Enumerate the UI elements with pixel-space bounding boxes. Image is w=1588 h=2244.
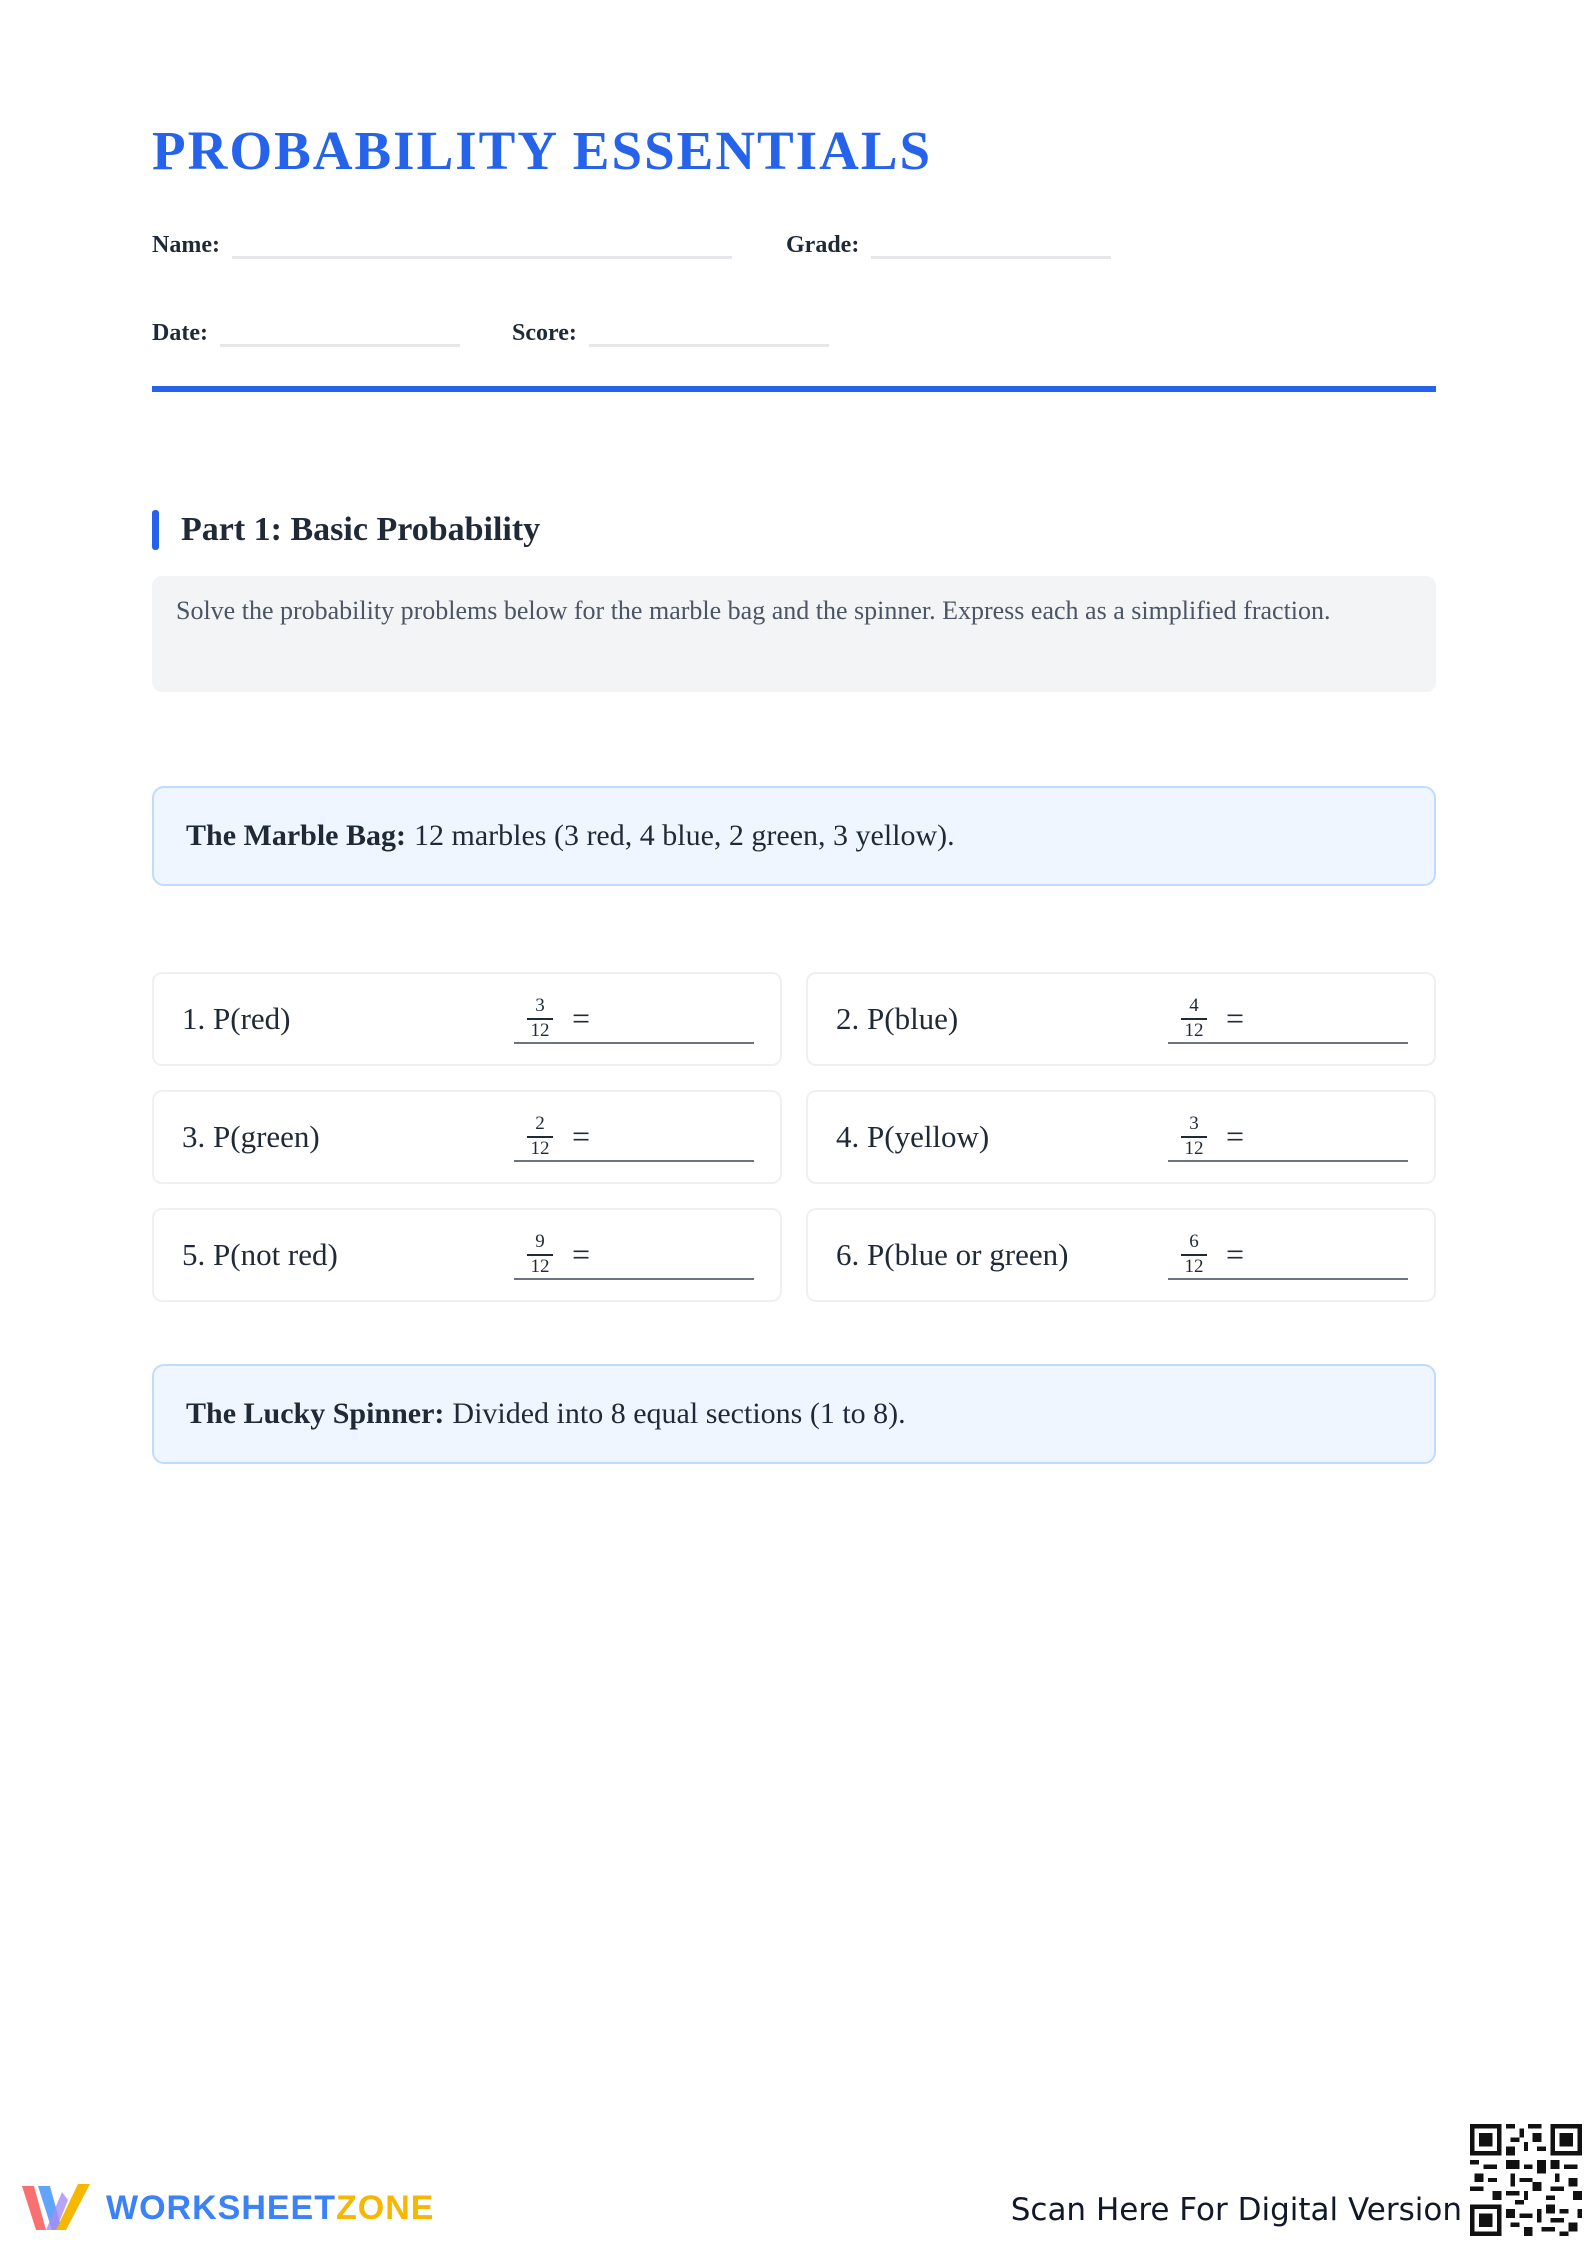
spinner-box [152, 1364, 1436, 1464]
score-line[interactable] [589, 316, 829, 347]
date-line[interactable] [220, 316, 460, 347]
page-title: PROBABILITY ESSENTIALS [152, 120, 933, 181]
equals-sign: = [1226, 1236, 1245, 1272]
problem-text: 3. P(green) [182, 1119, 320, 1154]
fraction [526, 1232, 554, 1277]
spinner-label: The Lucky Spinner: [186, 1397, 445, 1430]
fraction-denominator: 12 [1184, 1256, 1204, 1277]
section-accent-bar [152, 510, 159, 550]
date-label: Date: [152, 320, 208, 346]
fraction [526, 1114, 554, 1159]
fraction-numerator: 9 [535, 1231, 545, 1252]
fraction-numerator: 3 [1189, 1113, 1199, 1134]
logo-w-icon [20, 2180, 96, 2236]
fraction-denominator: 12 [530, 1020, 550, 1041]
problem-text: 6. P(blue or green) [836, 1237, 1069, 1272]
fraction [526, 996, 554, 1041]
fraction [1180, 1232, 1208, 1277]
answer-line[interactable] [514, 1278, 754, 1280]
marble-bag-text: 12 marbles (3 red, 4 blue, 2 green, 3 yellow). [413, 819, 955, 852]
grade-field[interactable] [786, 228, 1111, 259]
fraction-numerator: 2 [535, 1113, 545, 1134]
problem-card [152, 1090, 782, 1184]
problem-text: 1. P(red) [182, 1001, 291, 1036]
fraction-denominator: 12 [530, 1256, 550, 1277]
equals-sign: = [1226, 1000, 1245, 1036]
problem-card [806, 972, 1436, 1066]
worksheetzone-logo[interactable] [20, 2180, 434, 2236]
equals-sign: = [572, 1000, 591, 1036]
spinner-text: Divided into 8 equal sections (1 to 8). [452, 1397, 906, 1430]
logo-text [106, 2189, 434, 2228]
marble-bag-label: The Marble Bag: [186, 819, 406, 852]
problem-card [806, 1208, 1436, 1302]
fraction-numerator: 4 [1189, 995, 1199, 1016]
score-label: Score: [512, 320, 577, 346]
problem-card [152, 1208, 782, 1302]
name-label: Name: [152, 232, 220, 258]
fraction-denominator: 12 [530, 1138, 550, 1159]
marble-bag-box [152, 786, 1436, 886]
score-field[interactable] [512, 316, 829, 347]
equals-sign: = [1226, 1118, 1245, 1154]
problem-text: 4. P(yellow) [836, 1119, 990, 1154]
part1-title: Part 1: Basic Probability [181, 511, 541, 548]
scan-caption: Scan Here For Digital Version [1010, 2192, 1462, 2228]
date-field[interactable] [152, 316, 460, 347]
fraction-numerator: 6 [1189, 1231, 1199, 1252]
instructions-box: Solve the probability problems below for the marble bag and the spinner. Express each as a simplified fraction. [152, 576, 1436, 692]
equals-sign: = [572, 1236, 591, 1272]
answer-line[interactable] [514, 1042, 754, 1044]
header-divider [152, 386, 1436, 392]
answer-line[interactable] [1168, 1278, 1408, 1280]
equals-sign: = [572, 1118, 591, 1154]
problem-card [806, 1090, 1436, 1184]
problem-text: 5. P(not red) [182, 1237, 338, 1272]
fraction [1180, 1114, 1208, 1159]
fraction-denominator: 12 [1184, 1020, 1204, 1041]
logo-text-main: WORKSHEET [106, 2188, 336, 2227]
answer-line[interactable] [514, 1160, 754, 1162]
part1-heading [152, 510, 540, 550]
name-field[interactable] [152, 228, 732, 259]
answer-line[interactable] [1168, 1042, 1408, 1044]
problem-text: 2. P(blue) [836, 1001, 959, 1036]
qr-code-icon[interactable] [1470, 2124, 1582, 2236]
logo-text-accent: ZONE [336, 2188, 435, 2227]
answer-line[interactable] [1168, 1160, 1408, 1162]
grade-label: Grade: [786, 232, 860, 258]
fraction-numerator: 3 [535, 995, 545, 1016]
fraction-denominator: 12 [1184, 1138, 1204, 1159]
grade-line[interactable] [871, 228, 1111, 259]
problem-card [152, 972, 782, 1066]
name-line[interactable] [232, 228, 732, 259]
fraction [1180, 996, 1208, 1041]
